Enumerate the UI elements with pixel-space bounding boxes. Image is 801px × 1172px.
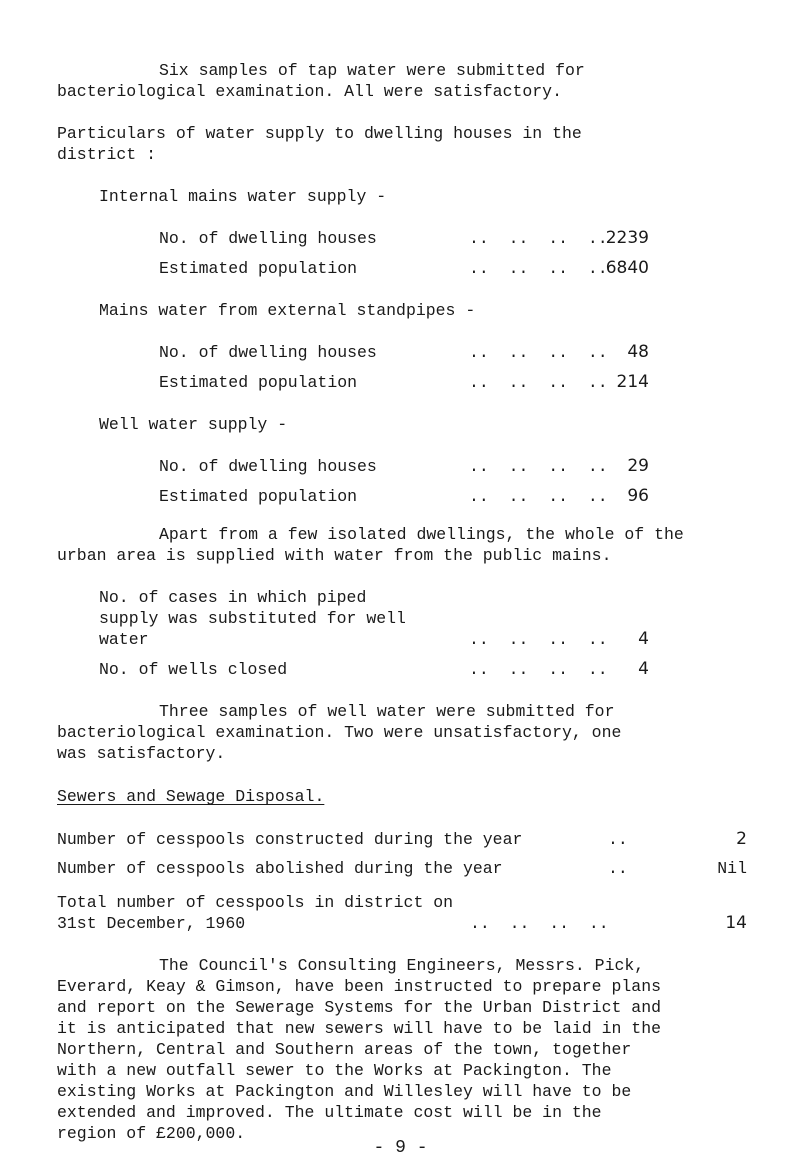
internal-mains-houses-row xyxy=(159,228,649,249)
particulars-line-1: Particulars of water supply to dwelling houses in the xyxy=(57,124,582,143)
row-value: 48 xyxy=(627,342,649,362)
page-number: - 9 - xyxy=(373,1138,428,1158)
council-line-3: and report on the Sewerage Systems for the Urban District and xyxy=(57,998,661,1017)
sewers-heading: Sewers and Sewage Disposal. xyxy=(57,787,325,806)
particulars-line-2: district : xyxy=(57,145,157,164)
intro-line-1: Six samples of tap water were submitted for xyxy=(159,61,585,80)
row-value: 4 xyxy=(638,629,649,649)
well-samples-paragraph xyxy=(57,701,757,764)
leader-dots: .. .. .. .. xyxy=(469,229,608,248)
row-value: 2239 xyxy=(605,228,649,248)
standpipes-population-row xyxy=(159,372,649,393)
leader-dots: .. .. .. .. xyxy=(469,373,608,392)
council-line-7: existing Works at Packington and Willesley will have to be xyxy=(57,1082,632,1101)
apart-line-2: urban area is supplied with water from the public mains. xyxy=(57,546,612,565)
particulars-paragraph xyxy=(57,123,757,165)
row-label: Number of cesspools abolished during the year xyxy=(57,859,503,878)
piped-supply-row xyxy=(99,629,649,650)
council-line-5: Northern, Central and Southern areas of the town, together xyxy=(57,1040,632,1059)
well-water-heading: Well water supply - xyxy=(99,415,288,434)
row-value: 214 xyxy=(616,372,649,392)
council-line-9: region of £200,000. xyxy=(57,1124,246,1143)
apart-line-1: Apart from a few isolated dwellings, the whole of the xyxy=(159,525,684,544)
row-value: 14 xyxy=(725,913,747,933)
leader-dots: .. xyxy=(608,830,628,849)
leader-dots: .. .. .. .. xyxy=(469,630,608,649)
leader-dots: .. xyxy=(608,859,628,878)
council-line-8: extended and improved. The ultimate cost will be in the xyxy=(57,1103,602,1122)
row-label: No. of dwelling houses xyxy=(159,229,377,248)
well-water-population-row xyxy=(159,486,649,507)
cesspools-abolished-row xyxy=(57,858,747,879)
well-samples-line-1: Three samples of well water were submitted for xyxy=(159,702,615,721)
internal-mains-population-row xyxy=(159,258,649,279)
row-label: Estimated population xyxy=(159,259,358,278)
well-samples-line-2: bacteriological examination. Two were unsatisfactory, one xyxy=(57,723,622,742)
council-paragraph xyxy=(57,955,767,1144)
intro-line-2: bacteriological examination. All were satisfactory. xyxy=(57,82,562,101)
standpipes-houses-row xyxy=(159,342,649,363)
piped-label-line-2: supply was substituted for well xyxy=(99,609,406,628)
leader-dots: .. .. .. .. xyxy=(469,457,608,476)
cesspools-total-row xyxy=(57,913,747,934)
row-value: 2 xyxy=(736,829,747,849)
row-label: Number of cesspools constructed during the year xyxy=(57,830,523,849)
row-value: 96 xyxy=(627,486,649,506)
intro-paragraph xyxy=(57,60,757,102)
row-label: No. of dwelling houses xyxy=(159,457,377,476)
row-value: 4 xyxy=(638,659,649,679)
council-line-2: Everard, Keay & Gimson, have been instructed to prepare plans xyxy=(57,977,661,996)
council-line-4: it is anticipated that new sewers will have to be laid in the xyxy=(57,1019,661,1038)
cesspools-constructed-row xyxy=(57,829,747,850)
apart-paragraph xyxy=(57,524,757,566)
leader-dots: .. .. .. .. xyxy=(469,487,608,506)
leader-dots: .. .. .. .. xyxy=(469,660,608,679)
well-water-houses-row xyxy=(159,456,649,477)
wells-closed-row xyxy=(99,659,649,680)
row-value: Nil xyxy=(717,859,747,878)
row-label: No. of dwelling houses xyxy=(159,343,377,362)
row-label: No. of wells closed xyxy=(99,660,288,679)
cesspools-total-label: Total number of cesspools in district on xyxy=(57,893,454,912)
leader-dots: .. .. .. .. xyxy=(470,914,609,933)
well-samples-line-3: was satisfactory. xyxy=(57,744,226,763)
row-label: Estimated population xyxy=(159,373,358,392)
standpipes-heading: Mains water from external standpipes - xyxy=(99,301,476,320)
internal-mains-heading: Internal mains water supply - xyxy=(99,187,387,206)
row-value: 6840 xyxy=(605,258,649,278)
leader-dots: .. .. .. .. xyxy=(469,259,608,278)
leader-dots: .. .. .. .. xyxy=(469,343,608,362)
piped-supply-label xyxy=(99,587,406,629)
council-line-6: with a new outfall sewer to the Works at Packington. The xyxy=(57,1061,612,1080)
row-value: 29 xyxy=(627,456,649,476)
row-label: 31st December, 1960 xyxy=(57,914,246,933)
row-label: Estimated population xyxy=(159,487,358,506)
council-line-1: The Council's Consulting Engineers, Messrs. Pick, xyxy=(159,956,645,975)
piped-label-line-1: No. of cases in which piped xyxy=(99,588,367,607)
row-label: water xyxy=(99,630,149,649)
